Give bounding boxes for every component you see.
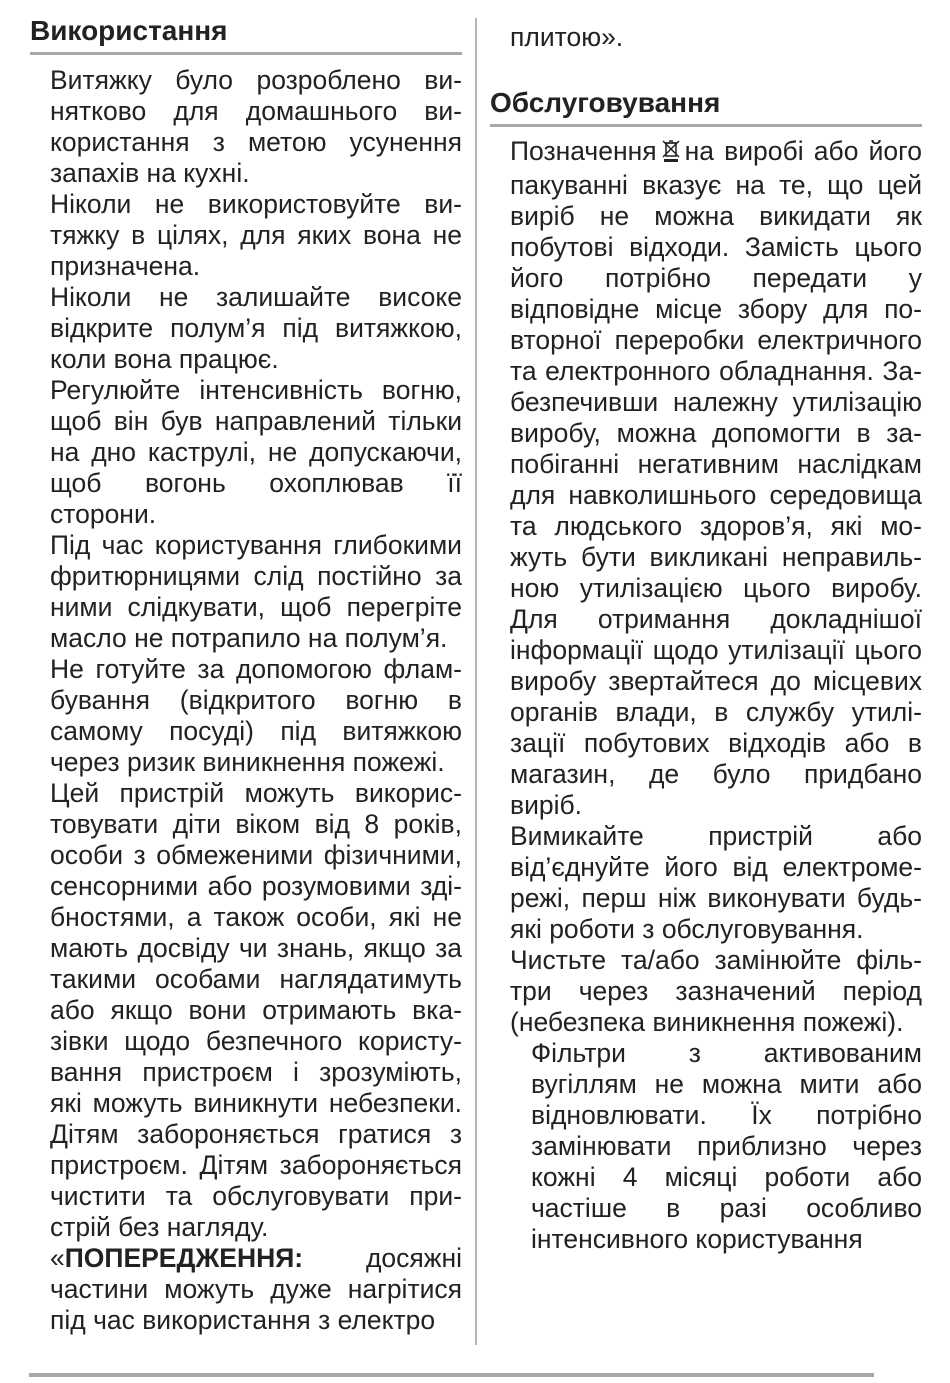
section-heading-maintenance: Обслуговування <box>490 72 922 127</box>
section-heading-usage: Використання <box>30 0 462 55</box>
warning-label: ПОПЕРЕДЖЕННЯ: <box>64 1243 304 1273</box>
left-column <box>30 0 462 1336</box>
usage-body <box>30 55 462 1336</box>
usage-paragraph: Під час користування глибокими фритюрницями слід постійно за ними слідкувати, щоб перегріте масло не потрапило на полум’я. <box>50 530 462 653</box>
maintenance-body <box>490 127 922 1255</box>
usage-paragraph: Ніколи не залишайте високе відкрите полум’я під витяжкою, коли вона працює. <box>50 282 462 374</box>
warning-continuation: плитою». <box>510 22 624 52</box>
crossed-out-wheelie-bin-icon <box>661 139 681 170</box>
disposal-text-rest: на виробі або його пакуванні вказує на те, що цей виріб не можна викидати як побутові відходи. Замість цього його потрібно передати у відповідне місце збору для повторної переробки електричного та електронного обладнання. Забезпечивши належну утилізацію виробу, можна допомогти в запобіганні негативним наслідкам для навколишнього середовища та людського здоров’я, які можуть бути викликані неправильною утилізацією цього виробу. Для отримання докладнішої інформації щодо утилізації цього виробу звертайтеся до місцевих органів влади, в службу утилізації побутових відходів або в магазин, де було придбано виріб. <box>510 136 922 820</box>
maintenance-paragraph: Вимикайте пристрій або від’єднуйте його від електромережі, перш ніж виконувати будь-які роботи з обслуговування. <box>510 821 922 944</box>
usage-paragraph: Витяжку було розроблено винятково для домашнього використання з метою усунення запахів на кухні. <box>50 65 462 188</box>
disposal-paragraph <box>510 136 922 821</box>
warning-text: досяжні частини можуть дуже нагрітися під час використання з електро <box>50 1243 462 1335</box>
filter-note: Фільтри з активованим вугіллям не можна мити або відновлювати. Їх потрібно замінювати приблизно через кожні 4 місяці роботи або частіше в разі особливо інтенсивного користування <box>531 1038 922 1254</box>
maintenance-paragraph: Чистьте та/або замінюйте фільтри через зазначений період (небезпека виникнення пожежі). <box>510 945 922 1037</box>
footer-rule <box>29 1373 874 1377</box>
right-column <box>490 0 922 1255</box>
warning-paragraph <box>50 1243 462 1336</box>
usage-paragraph: Ніколи не використовуйте витяжку в цілях, для яких вона не призначена. <box>50 189 462 281</box>
usage-paragraph: Цей пристрій можуть використовувати діти віком від 8 років, особи з обмеженими фізичними, сенсорними або розумовими здібностями, а також особи, які не мають досвіду чи знань, якщо за такими особами наглядатимуть або якщо вони отримають вказівки щодо безпечного користування пристроєм і зрозуміють, які можуть виникнути небезпеки. Дітям забороняється гратися з пристроєм. Дітям забороняється чистити та обслуговувати пристрій без нагляду. <box>50 778 462 1242</box>
warning-open-quote: « <box>50 1243 65 1273</box>
column-divider <box>475 18 477 1345</box>
disposal-text-start: Позначення <box>510 136 657 166</box>
usage-paragraph: Не готуйте за допомогою фламбування (відкритого вогню в самому посуді) під витяжкою через ризик виникнення пожежі. <box>50 654 462 777</box>
usage-paragraph: Регулюйте інтенсивність вогню, щоб він був направлений тільки на дно каструлі, не допускаючи, щоб вогонь охоплював її сторони. <box>50 375 462 529</box>
